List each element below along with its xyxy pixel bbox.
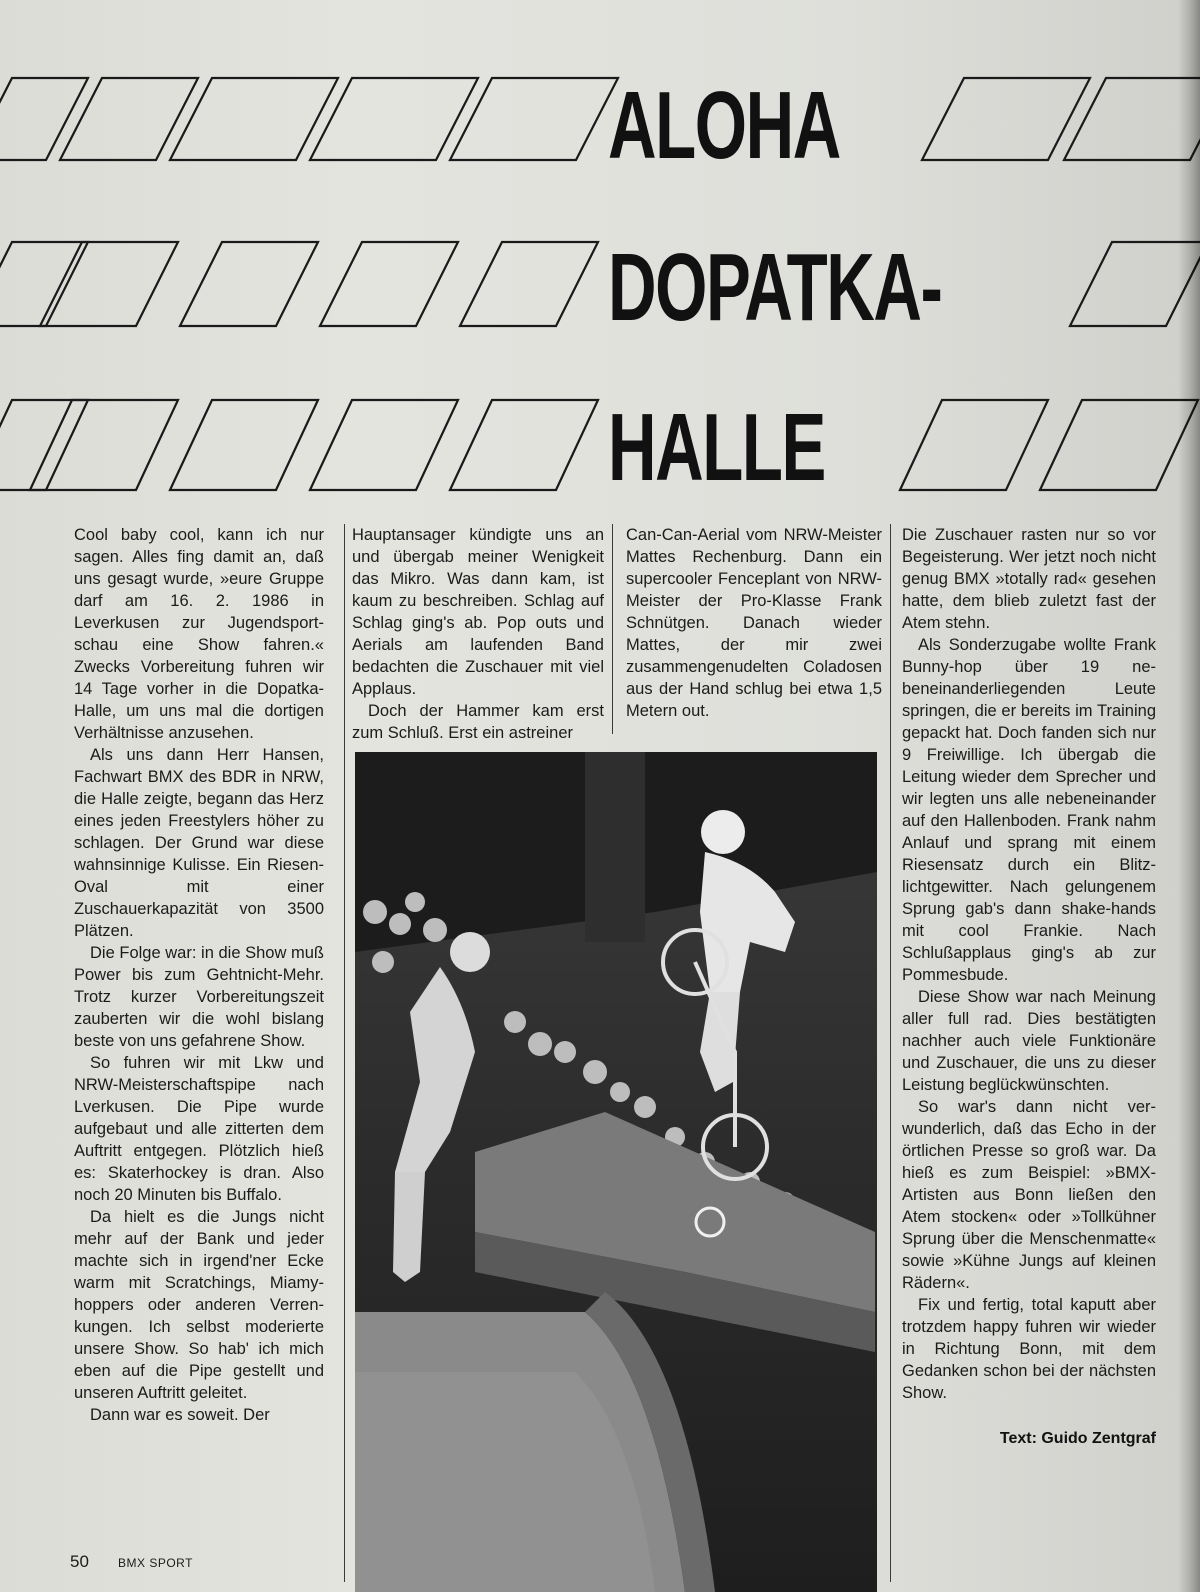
paragraph: Die Zuschauer rasten nur so vor Begeisterung. Wer jetzt noch nicht genug BMX »totally rad« gesehen hatte, dem blieb zuletzt fast der Atem stehn. <box>902 526 1156 632</box>
stripe-block <box>170 78 338 160</box>
paragraph: So fuhren wir mit Lkw und NRW-Meisterschaftspipe nach Lverkusen. Die Pipe wurde aufgebaut und alle zitterten dem Auftritt entgegen. Plötzlich hieß es: Skaterhockey is dran. Also noch 20 Minuten bis Buffalo. <box>74 1054 324 1204</box>
headline-line-3: HALLE <box>608 394 825 501</box>
page-number: 50 <box>70 1552 89 1571</box>
paragraph: Als Sonderzugabe wollte Frank Bunny-hop über 19 nebeneinanderliegenden Leute springen, die er bereits im Training gepackt hat. Doch fanden sich nur 9 Freiwillige. Ich übergab die Leitung wieder dem Sprecher und wir legten uns alle nebeneinander auf den Hallenboden. Frank nahm Anlauf und sprang mit einem Riesensatz durch ein Blitzlichtgewitter. Nach gelungenem Sprung gab's dann shake-hands mit cool Frankie. Nach Schlußapplaus ging's ab zur Pommesbude. <box>902 636 1156 984</box>
paragraph: Cool baby cool, kann ich nur sagen. Alles fing damit an, daß uns gesagt wurde, »eure Gruppe darf am 16. 2. 1986 in Leverkusen zur Jugendsportschau eine Show fahren.« Zwecks Vorbereitung fuhren wir 14 Tage vorher in die Dopatka-Halle, um uns mal die dortigen Verhältnisse anzusehen. <box>74 526 324 742</box>
text-column-1 <box>74 524 324 1426</box>
paragraph: Dann war es soweit. Der <box>90 1406 270 1424</box>
paragraph: Als uns dann Herr Hansen, Fachwart BMX des BDR in NRW, die Halle zeigte, begann das Herz eines jeden Freestylers höher zu schlagen. Der Grund war diese wahnsinnige Kulisse. Ein Riesen-Oval mit einer Zuschauerkapazität von 3500 Plätzen. <box>74 746 324 940</box>
stripe-block <box>0 400 88 490</box>
stripe-block <box>170 400 318 490</box>
column-rule <box>612 524 613 734</box>
stripe-block <box>0 78 88 160</box>
magazine-name: BMX SPORT <box>118 1556 193 1570</box>
stripe-block <box>180 242 318 326</box>
paragraph: So war's dann nicht verwunderlich, daß das Echo in der örtlichen Presse so groß war. Da hieß es zum Beispiel: »BMX-Artisten aus Bonn ließen den Atem stocken« oder »Tollkühner Sprung über die Menschenmatte« sowie »Kühne Jungs auf kleinen Rädern«. <box>902 1098 1156 1292</box>
text-column-3 <box>626 524 882 722</box>
headline-stripe-graphic <box>0 60 1200 500</box>
stripe-block <box>320 242 458 326</box>
text-column-2 <box>352 524 604 744</box>
stripe-block <box>310 78 478 160</box>
headline-line-1: ALOHA <box>608 72 840 179</box>
paragraph: Fix und fertig, total kaputt aber trotzdem happy fuhren wir wieder in Richtung Bonn, mit dem Gedanken schon bei der nächsten Show. <box>902 1296 1156 1402</box>
stripe-block <box>310 400 458 490</box>
paragraph: Diese Show war nach Meinung aller full rad. Dies bestätigten nachher auch viele Funktionäre und Zuschauer, die uns zu dieser Leistung beglückwünschten. <box>902 988 1156 1094</box>
paragraph: Doch der Hammer kam erst zum Schluß. Erst ein astreiner <box>352 702 604 742</box>
stripe-block <box>40 242 178 326</box>
stripe-block <box>1040 400 1198 490</box>
text-column-4 <box>902 524 1156 1404</box>
photo-illustration <box>355 752 877 1592</box>
stripe-block <box>450 78 618 160</box>
column-rule <box>890 524 891 1582</box>
stripe-block <box>460 242 598 326</box>
paragraph: Can-Can-Aerial vom NRW-Meister Mattes Rechenburg. Dann ein supercooler Fenceplant von NRW-Meister der Pro-Klasse Frank Schnütgen. Danach wieder Mattes, der mir zwei zusammengenudelten Coladosen aus der Hand schlug bei etwa 1,5 Metern out. <box>626 526 882 720</box>
paragraph: Hauptansager kündigte uns an und übergab meiner Wenigkeit das Mikro. Was dann kam, ist kaum zu beschreiben. Schlag auf Schlag ging's ab. Pop outs und Aerials am laufenden Band bedachten die Zuschauer mit viel Applaus. <box>352 526 604 698</box>
paragraph: Die Folge war: in die Show muß Power bis zum Gehtnicht-Mehr. Trotz kurzer Vorbereitungszeit zauberten wir die wohl bislang beste von uns gefahrene Show. <box>74 944 324 1050</box>
author-credit: Text: Guido Zentgraf <box>999 1430 1156 1447</box>
column-rule <box>344 524 345 1582</box>
page-spine-shadow <box>1178 0 1200 1592</box>
paragraph: Da hielt es die Jungs nicht mehr auf der Bank und jeder machte sich in irgend'ner Ecke warm mit Scratchings, Miamyhoppers oder anderen Verrenkungen. Ich selbst moderierte unsere Show. So hab' ich mich eben auf die Pipe gestellt und unseren Auftritt geleitet. <box>74 1208 324 1402</box>
stripe-block <box>450 400 598 490</box>
headline-line-2: DOPATKA- <box>608 234 942 341</box>
bmx-halfpipe-photo <box>355 752 877 1592</box>
